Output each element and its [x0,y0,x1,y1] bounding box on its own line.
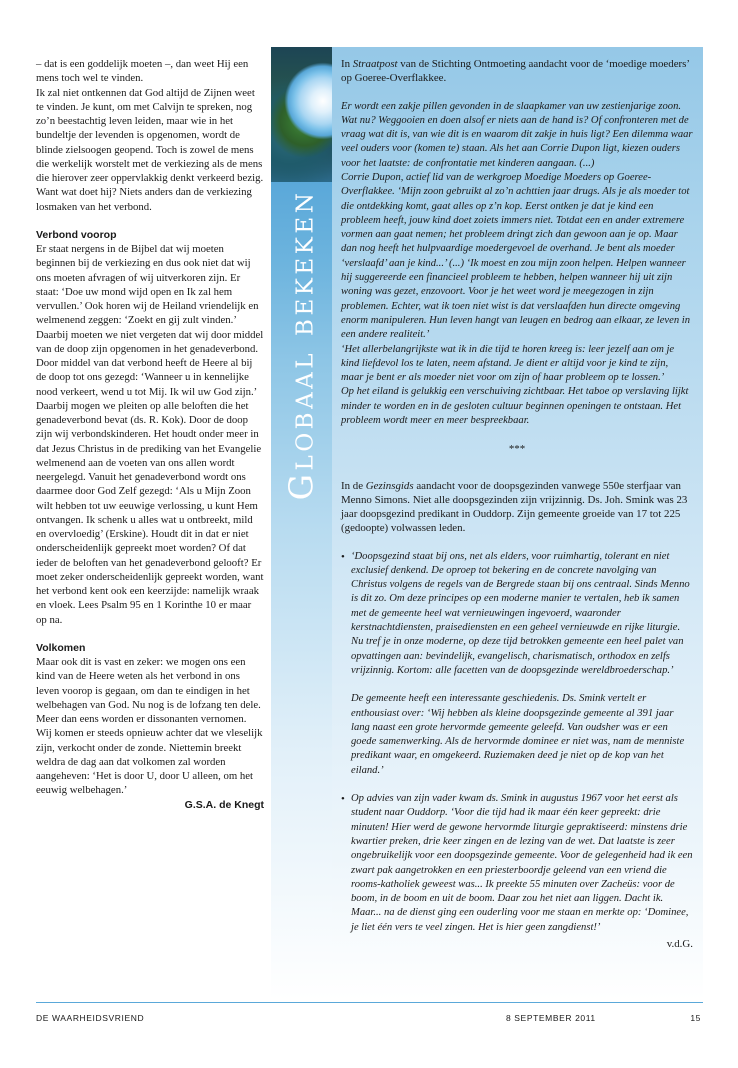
source-title: Gezinsgids [365,479,414,492]
section-heading: Verbond voorop [36,228,117,241]
quote-paragraph: ‘Het allerbelangrijkste wat ik in die tijd te horen kreeg is: leer jezelf aan om je kind liefdevol los te laten, neem afstand. Je dient er altijd voor je kind te zijn, maar je bent er als moeder niet voor om zijn of haar probleem op te lossen.’ [341,343,675,384]
author-initials: v.d.G. [666,938,693,950]
intro-paragraph: In de Gezinsgids aandacht voor de doopsgezinden vanwege 550e sterfjaar van Menno Simons. Niet alle doopsgezinden zijn vrijzinnig. Ds. Joh. Smink was 23 jaar doopsgezind predikant in Ouddorp. Zijn gemeente groeide van 17 tot 225 (gedoopte) volwassen leden. [341,479,688,535]
quote-paragraph: Op het eiland is gelukkig een verschuiving zichtbaar. Het taboe op verslaving lijkt minder te worden en in de gesloten cultuur beginnen openingen te ontstaan. Het probleem wordt meer en meer bespreekbaar. [341,386,689,427]
quote-paragraph: ‘Doopsgezind staat bij ons, net als elders, voor ruimhartig, tolerant en niet exclusief denkend. De oproep tot bekering en de concrete navolging van Christus volgens de regels van de Bergrede staan bij ons centraal. Sinds Menno is dit zo. Om deze principes op een moderne manier te vertalen, heb ik samen met de gemeente heel wat vernieuwingen ingevoerd, waaronder kerstnachtdiensten, praisediensten en een geheel vernieuwde en rijke liturgie. Nu tref je in onze moderne, op deze tijd betrokken gemeente een heel palet van opvattingen aan: bevindelijk, evangelisch, charismatisch, orthodox en zelfs vrijzinnig. Kortom: alle facetten van de doopsgezinde wereldbroederschap.’ [351,550,690,676]
paragraph: Maar ook dit is vast en zeker: we mogen ons een kind van de Heere weten als het verbond in ons leven voorop is gegaan, om dan te eindigen in het welbehagen van God. Nu nog is de lofzang ten dele. Meer dan eens worden er dissonanten vernomen. Wij komen er steeds opnieuw achter dat we vleselijk zijn, verkocht onder de zonde. Niettemin breekt weldra de dag aan dat volkomen zal worden aangeheven: ‘Het is door U, door U alleen, om het eeuwig welbehagen.’ [36,656,263,797]
footer-divider [36,1002,703,1003]
bullet-icon: • [341,550,345,563]
quote-paragraph: Corrie Dupon, actief lid van de werkgroep Moedige Moeders op Goeree-Overflakkee. ‘Mijn zoon gebruikt al zo’n achttien jaar drugs. Als je als moeder tot die ontdekking komt, gaat alles op z’n kop. Eerst ontken je dat je kind een probleem heeft, jouw kind doet zoiets immers niet. Totdat een en ander extremere vormen aan gaat nemen; het probleem dringt zich dan gewoon aan je op. Maar dan nog heeft het hulpvaardige moedergevoel de overhand. Je bent als moeder ‘verslaafd’ aan je kind...’ (...) ‘Ik moest en zou mijn zoon helpen. Helpen wanneer hij suggereerde een financieel probleem te hebben, helpen wanneer hij uit zijn woning was gezet, enzovoort. Voor je het weet word je meegezogen in zijn problemen. Echter, wat ik toen niet wist is dat verslaafden hun directe omgeving enorm manipuleren. Hun leven hangt van leugen en bedrog aan elkaar, ze leven in een andere realiteit.’ [341,171,691,341]
source-title: Straatpost [352,58,398,70]
quote-paragraph: Op advies van zijn vader kwam ds. Smink in augustus 1967 voor het eerst als student naar Ouddorp. ‘Voor die tijd had ik maar één keer gepreekt: drie minuten! Hier werd de gewone hervormde liturgie gepraktiseerd: minstens drie kwartier preken, drie keer zingen en de lezing van de wet. Dat laatste is zeer ongebruikelijk voor een doopsgezinde gemeente. Voor de gelegenheid had ik een zwart pak aangetrokken en een priesterboordje geleend van een vriend die rooms-katholiek geweest was... Ik preekte 55 minuten over Zacheüs: voor de boom, in de boom en uit de boom. Daar zou het niet aan liggen. Dacht ik. Maar... na de dienst ging een ouderling voor me staan en merkte op: ‘Dominee, je liet één vers te veel zingen. Het is hier geen zangdienst!’ [351,793,693,933]
quote-paragraph: Er wordt een zakje pillen gevonden in de slaapkamer van uw zestienjarige zoon. Wat nu? Weggooien en doen alsof er niets aan de hand is? Of confronteren met de vraag wat dit is, van wie dit is en waarom dit zakje in huis ligt? Een dilemma waar veel ouders voor (komen te) staan. Als het aan Corrie Dupon ligt, kiezen ouders voor het laatste: de confrontatie met kinderen aangaan. (...) [341,100,693,169]
paragraph: Daarbij moeten we niet vergeten dat wij door middel van de doop zijn opgenomen in het genadeverbond. Door middel van dat verbond heeft de Heere al bij de doop tot ons gezegd: ‘Wanneer u in kennelijke nood verkeert, wend u tot Mij. Ik wil uw God zijn.’ Daarbij mogen we pleiten op alle beloften die het genadeverbond bevat (ds. R. Kok). Door de doop zijn wij verbondskinderen. Het houdt onder meer in dat Jezus Christus in de prediking van het Evangelie welmenend aan de voeten van ons allen wordt neergelegd. Vanuit het genadeverbond wordt ons daarmee door God Zelf gezegd: ‘Als u Mijn Zoon wilt hebben tot uw eeuwige verlossing, u kunt Hem ontvangen. Ik schenk u alles wat u ontbreekt, mild en overvloedig’ (Erskine). Houdt dit in dat er niet onderscheidenlijk gepreekt moet worden? Of dat ieder de beloften van het genadeverbond gelooft? Er moet zeker onderscheidenlijk gepreekt worden, want het verbond kent ook een keerzijde: namelijk wraak en vloek. Lees Psalm 95 en 1 Korinthe 10 er maar op na. [36,328,264,626]
paragraph: Er staat nergens in de Bijbel dat wij moeten beginnen bij de verkiezing en dus ook niet dat wij ons moeten afvragen of wij uitverkoren zijn. Er staat: ‘Doe uw mond wijd open en Ik zal hem vervullen.’ Ook horen wij de Heiland vriendelijk en welmenend zeggen: ‘Zoekt en gij zult vinden.’ [36,243,259,327]
list-item [341,550,693,778]
separator-stars: *** [508,443,526,456]
author-signature: G.S.A. de Knegt [184,798,264,811]
page-number: 15 [690,1013,701,1023]
right-column [341,57,693,951]
section-heading: Volkomen [36,641,86,654]
bullet-icon: • [341,793,345,806]
bullet-list [341,550,693,935]
paragraph: – dat is een goddelijk moeten –, dan weet Hij een mens toch wel te vinden. [36,58,249,85]
publication-name: DE WAARHEIDSVRIEND [36,1013,145,1023]
left-column [36,57,264,812]
quote-paragraph: De gemeente heeft een interessante geschiedenis. Ds. Smink vertelt er enthousiast over: ‘Wij hebben als kleine doopsgezinde gemeente al 391 jaar lang naast een grote hervormde gemeente geleefd. Van oudsher was er een goede samenwerking. Als de hervormde dominee er niet was, nam de menniste predikant waar, en omgekeerd. Ruziemaken deed je niet op de kop van het eiland.’ [351,693,685,776]
intro-paragraph: In Straatpost van de Stichting Ontmoeting aandacht voor de ‘moedige moeders’ op Goeree-Overflakkee. [341,58,690,85]
section-title: Globaal bekeken [281,189,321,501]
list-item [341,792,693,935]
issue-date: 8 SEPTEMBER 2011 [506,1013,596,1023]
globe-image [271,47,332,182]
paragraph: Ik zal niet ontkennen dat God altijd de Zijnen weet te vinden. Je kunt, om met Calvijn te spreken, nog zo’n beestachtig leven leiden, maar wie in het bundeltje der levenden is opgenomen, wordt de blinde zielsoogen geopend. Toch is zowel de mens die werkelijk worstelt met de verkiezing als de mens die hierover zeer oppervlakkig denkt verkeerd bezig. Want wat doet hij? Niets anders dan de verkiezing losmaken van het verbond. [36,86,264,213]
